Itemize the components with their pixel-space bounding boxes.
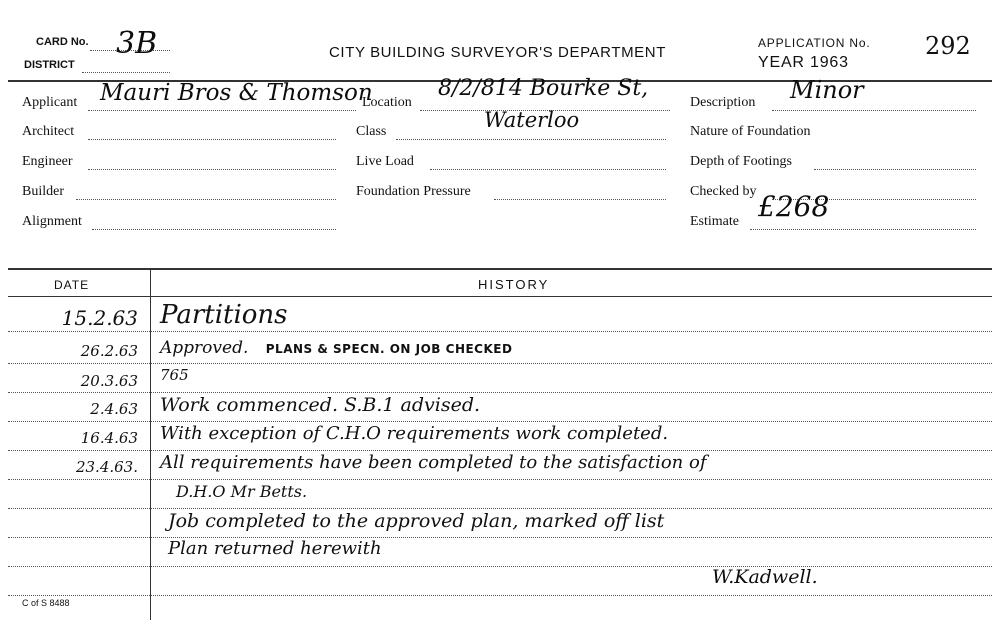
history-date: 2.4.63 — [90, 400, 138, 418]
history-row-rule — [8, 421, 992, 422]
estimate-value: £268 — [758, 190, 830, 223]
history-row-rule — [8, 595, 992, 596]
live-load-label: Live Load — [356, 154, 414, 169]
estimate-line — [750, 229, 976, 230]
year-label: YEAR 1963 — [758, 54, 849, 71]
checked-by-label: Checked by — [690, 184, 757, 199]
builder-label: Builder — [22, 184, 64, 199]
description-line — [772, 110, 976, 111]
history-row-rule — [8, 392, 992, 393]
history-text: With exception of C.H.O requirements work completed. — [160, 423, 669, 444]
applicant-line — [88, 110, 356, 111]
history-text: Approved. — [160, 338, 249, 358]
history-text: Work commenced. S.B.1 advised. — [160, 394, 481, 416]
history-column-header: HISTORY — [478, 277, 550, 292]
foundation-pressure-line — [494, 199, 666, 200]
description-value: Minor — [790, 76, 864, 104]
form-code: C of S 8488 — [22, 598, 70, 608]
estimate-label: Estimate — [690, 214, 739, 229]
location-value-line2: Waterloo — [484, 108, 580, 132]
history-row-rule — [8, 450, 992, 451]
foundation-pressure-label: Foundation Pressure — [356, 184, 471, 199]
history-row-rule — [8, 479, 992, 480]
class-label: Class — [356, 124, 387, 139]
history-row-rule — [8, 537, 992, 538]
nature-of-foundation-label: Nature of Foundation — [690, 124, 811, 139]
history-text: D.H.O Mr Betts. — [176, 482, 308, 501]
location-label: Location — [362, 95, 412, 110]
history-text: All requirements have been completed to the satisfaction of — [160, 452, 707, 473]
district-label: DISTRICT — [24, 59, 75, 71]
architect-label: Architect — [22, 124, 75, 139]
district-line — [82, 72, 170, 73]
history-text: Job completed to the approved plan, marked off list — [168, 510, 665, 532]
depth-line — [814, 169, 976, 170]
history-text: Partitions — [160, 300, 288, 330]
application-label: APPLICATION No. — [758, 36, 871, 50]
depth-of-footings-label: Depth of Footings — [690, 154, 792, 169]
alignment-line — [92, 229, 336, 230]
date-column-header: DATE — [54, 278, 90, 292]
date-column-divider — [150, 270, 151, 620]
builder-line — [76, 199, 336, 200]
alignment-label: Alignment — [22, 214, 82, 229]
description-label: Description — [690, 95, 756, 110]
location-value-line1: 8/2/814 Bourke St, — [438, 76, 649, 101]
history-date: 23.4.63. — [75, 458, 138, 476]
applicant-label: Applicant — [22, 95, 78, 110]
card-no-value: 3B — [116, 26, 158, 61]
history-text-row — [160, 338, 512, 358]
history-top-rule — [8, 268, 992, 270]
engineer-line — [88, 169, 336, 170]
department-title: CITY BUILDING SURVEYOR'S DEPARTMENT — [329, 44, 666, 61]
history-row-rule — [8, 566, 992, 567]
history-date: 16.4.63 — [80, 429, 138, 447]
class-line — [396, 139, 666, 140]
architect-line — [88, 139, 336, 140]
checked-stamp: PLANS & SPECN. ON JOB CHECKED — [265, 342, 513, 356]
live-load-line — [430, 169, 666, 170]
history-text: 765 — [160, 366, 189, 384]
history-date: 26.2.63 — [80, 342, 138, 360]
history-date: 15.2.63 — [61, 306, 138, 330]
history-date: 20.3.63 — [80, 372, 138, 390]
history-row-rule — [8, 331, 992, 332]
history-text: Plan returned herewith — [168, 538, 382, 559]
card-no-label: CARD No. — [36, 36, 89, 48]
engineer-label: Engineer — [22, 154, 73, 169]
history-header-rule — [8, 296, 992, 297]
applicant-value: Mauri Bros & Thomson — [100, 80, 373, 106]
history-row-rule — [8, 508, 992, 509]
history-row-rule — [8, 363, 992, 364]
application-number: 292 — [925, 32, 971, 60]
officer-signature: W.Kadwell. — [712, 566, 818, 588]
